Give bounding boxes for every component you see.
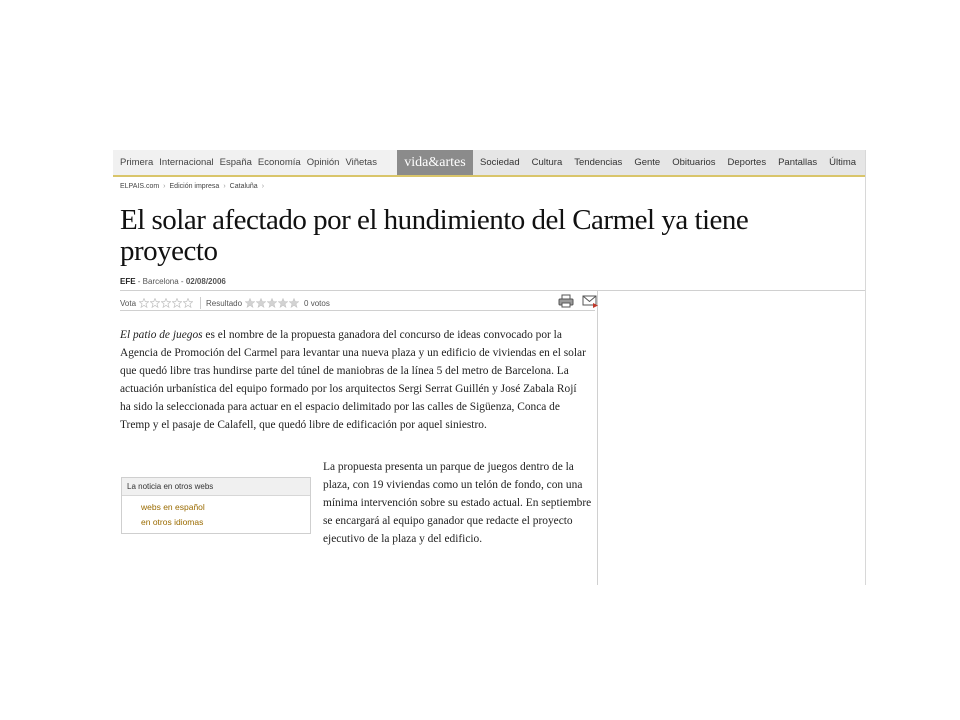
result-stars: [245, 298, 300, 308]
vote-count: 0 votos: [304, 298, 330, 308]
article-paragraph-1-text: es el nombre de la propuesta ganadora del concurso de ideas convocado por la Agencia de Promoción del Carmel para levantar una nueva plaza y un edificio de viviendas en el solar que quedó libre tras hundirse parte del túnel de maniobras de la línea 5 del metro de Barcelona. La actuación urbanística del equipo formado por los arquitectos Sergi Serrat Guillén y José Zabala Rojí ha sido la seleccionada para actuar en el espacio delimitado por las calles de Sigüenza, Conca de Tremp y el pasaje de Calafell, que quedó libre de edificación por aquel siniestro.: [120, 329, 586, 431]
nav-ultima[interactable]: Última: [829, 157, 857, 168]
nav-gente[interactable]: Gente: [634, 157, 661, 168]
star-icon: [256, 298, 266, 308]
nav-opinion[interactable]: Opinión: [306, 157, 340, 168]
breadcrumb-separator: ›: [223, 183, 226, 190]
related-links: [122, 500, 310, 530]
divider-line: [120, 310, 595, 311]
vote-label: Vota: [120, 298, 137, 308]
star-icon[interactable]: [161, 298, 171, 308]
byline-agency: EFE: [120, 277, 136, 286]
star-icon: [289, 298, 299, 308]
star-icon: [267, 298, 277, 308]
rating-bar: [120, 297, 330, 309]
link-webs-espanol[interactable]: webs en español: [141, 502, 205, 512]
article-paragraph-2: La propuesta presenta un parque de juegos dentro de la plaza, con 19 viviendas como un telón de fondo, con una mínima intervención sobre su estado actual. En septiembre se encargará al equipo ganador que redacte el proyecto ejecutivo de la plaza y del edificio.: [323, 461, 592, 545]
star-icon: [278, 298, 288, 308]
article-byline: [120, 277, 226, 286]
breadcrumb-cataluna[interactable]: Cataluña: [229, 183, 258, 190]
article-page: [113, 150, 866, 585]
breadcrumb: [120, 183, 268, 190]
print-icon[interactable]: [558, 294, 574, 313]
related-webs-box: [121, 477, 311, 534]
breadcrumb-edicion-impresa[interactable]: Edición impresa: [169, 183, 220, 190]
link-otros-idiomas[interactable]: en otros idiomas: [141, 517, 204, 527]
nav-primera[interactable]: Primera: [120, 157, 154, 168]
main-sections: [120, 150, 383, 175]
star-icon[interactable]: [183, 298, 193, 308]
vida-artes-logo[interactable]: vida&artes: [397, 150, 473, 175]
nav-tendencias[interactable]: Tendencias: [574, 157, 623, 168]
nav-cultura[interactable]: Cultura: [531, 157, 563, 168]
top-navigation: [113, 150, 865, 177]
email-icon[interactable]: [582, 294, 599, 313]
vida-artes-section: [397, 150, 865, 175]
rating-divider: [200, 297, 201, 309]
breadcrumb-separator: ›: [163, 183, 166, 190]
divider-line: [120, 290, 865, 291]
star-icon[interactable]: [150, 298, 160, 308]
related-box-title: La noticia en otros webs: [122, 478, 310, 496]
vida-artes-subsections: [480, 150, 866, 175]
article-headline: El solar afectado por el hundimiento del Carmel ya tiene proyecto: [120, 204, 749, 267]
article-tools: [550, 294, 599, 313]
breadcrumb-elpais[interactable]: ELPAIS.com: [120, 183, 160, 190]
byline-location: - Barcelona -: [135, 277, 186, 286]
column-divider: [597, 290, 598, 585]
vote-stars[interactable]: [139, 298, 194, 308]
nav-pantallas[interactable]: Pantallas: [778, 157, 818, 168]
byline-date: 02/08/2006: [185, 277, 226, 286]
nav-espana[interactable]: España: [219, 157, 252, 168]
star-icon[interactable]: [139, 298, 149, 308]
article-paragraph-1: [120, 326, 590, 434]
star-icon[interactable]: [172, 298, 182, 308]
result-label: Resultado: [206, 298, 243, 308]
nav-internacional[interactable]: Internacional: [159, 157, 214, 168]
star-icon: [245, 298, 255, 308]
nav-obituarios[interactable]: Obituarios: [672, 157, 716, 168]
nav-economia[interactable]: Economía: [257, 157, 301, 168]
article-lead-emphasis: El patio de juegos: [120, 329, 203, 341]
nav-sociedad[interactable]: Sociedad: [480, 157, 520, 168]
nav-vinetas[interactable]: Viñetas: [345, 157, 377, 168]
breadcrumb-separator: ›: [261, 183, 265, 190]
nav-deportes[interactable]: Deportes: [727, 157, 767, 168]
